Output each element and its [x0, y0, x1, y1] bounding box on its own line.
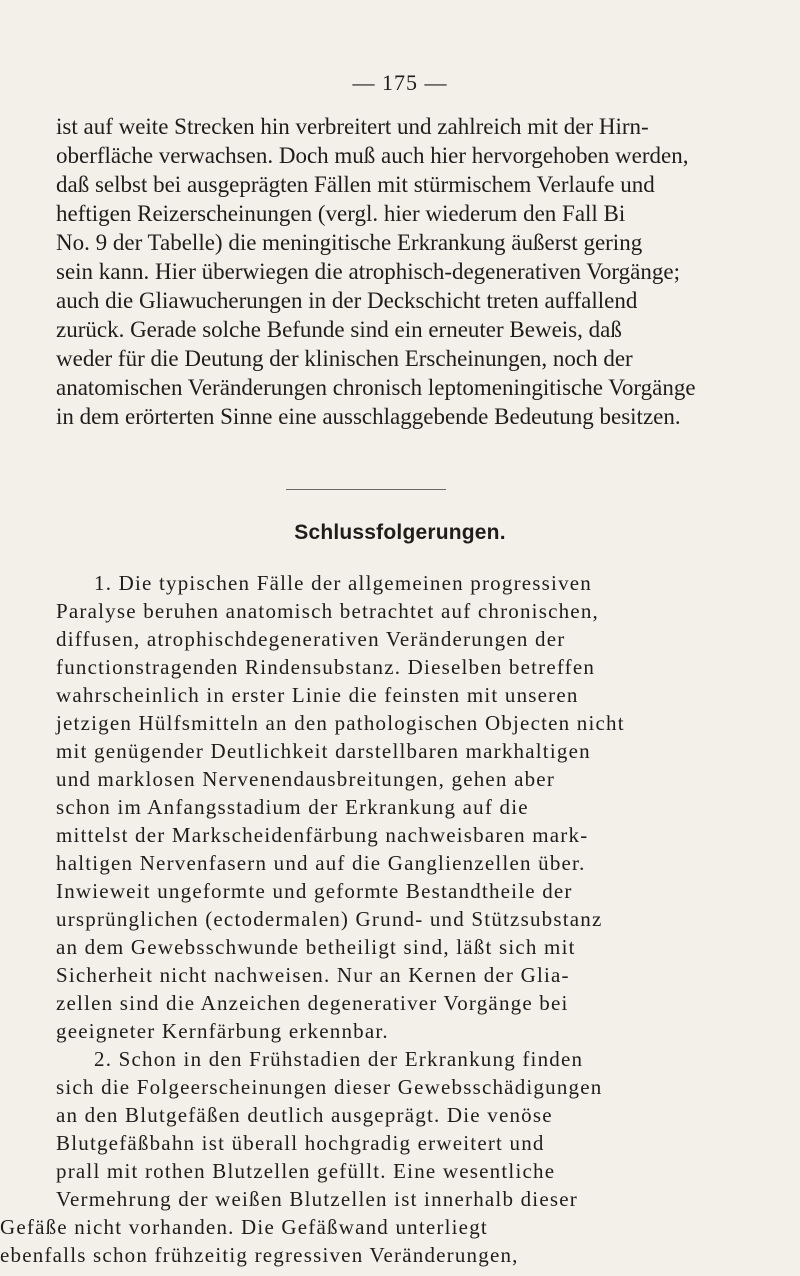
text-line: Gefäße nicht vorhanden. Die Gefäßwand unterliegt — [0, 1215, 488, 1239]
text-line: functionstragenden Rindensubstanz. Dieselben betreffen — [56, 655, 596, 679]
text-line: Blutgefäßbahn ist überall hochgradig erweitert und — [56, 1131, 545, 1155]
text-line: oberfläche verwachsen. Doch muß auch hier hervorgehoben werden, — [56, 143, 689, 168]
text-line: zurück. Gerade solche Befunde sind ein erneuter Beweis, daß — [56, 317, 622, 342]
text-line: ist auf weite Strecken hin verbreitert und zahlreich mit der Hirn- — [56, 114, 649, 139]
text-line: 2. Schon in den Frühstadien der Erkrankung finden — [94, 1047, 584, 1071]
text-line: an dem Gewebsschwunde betheiligt sind, läßt sich mit — [56, 935, 576, 959]
text-line: No. 9 der Tabelle) die meningitische Erkrankung äußerst gering — [56, 230, 643, 255]
text-line: mittelst der Markscheidenfärbung nachweisbaren mark- — [56, 823, 589, 847]
text-line: Paralyse beruhen anatomisch betrachtet auf chronischen, — [56, 599, 599, 623]
text-line: wahrscheinlich in erster Linie die feinsten mit unseren — [56, 683, 579, 707]
text-line: Vermehrung der weißen Blutzellen ist innerhalb dieser — [56, 1187, 578, 1211]
text-line: geeigneter Kernfärbung erkennbar. — [56, 1019, 389, 1043]
text-line: zellen sind die Anzeichen degenerativer Vorgänge bei — [56, 991, 569, 1015]
text-line: prall mit rothen Blutzellen gefüllt. Eine wesentliche — [56, 1159, 556, 1183]
text-line: und marklosen Nervenendausbreitungen, gehen aber — [56, 767, 556, 791]
text-line: Sicherheit nicht nachweisen. Nur an Kernen der Glia- — [56, 963, 570, 987]
text-line: anatomischen Veränderungen chronisch leptomeningitische Vorgänge — [56, 375, 696, 400]
text-line: diffusen, atrophischdegenerativen Veränderungen der — [56, 627, 566, 651]
text-line: in dem erörterten Sinne eine ausschlaggebende Bedeutung besitzen. — [56, 404, 681, 429]
text-line: an den Blutgefäßen deutlich ausgeprägt. Die venöse — [56, 1103, 553, 1127]
text-line: 1. Die typischen Fälle der allgemeinen progressiven — [94, 571, 592, 595]
text-line: sich die Folgeerscheinungen dieser Gewebsschädigungen — [56, 1075, 603, 1099]
text-line: sein kann. Hier überwiegen die atrophisch-degenerativen Vorgänge; — [56, 259, 680, 284]
text-line: ebenfalls schon frühzeitig regressiven Veränderungen, — [0, 1243, 519, 1267]
text-line: heftigen Reizerscheinungen (vergl. hier wiederum den Fall Bi — [56, 201, 626, 226]
text-line: Inwieweit ungeformte und geformte Bestandtheile der — [56, 879, 573, 903]
text-line: weder für die Deutung der klinischen Erscheinungen, noch der — [56, 346, 633, 371]
text-line: mit genügender Deutlichkeit darstellbaren markhaltigen — [56, 739, 591, 763]
text-line: ursprünglichen (ectodermalen) Grund- und Stützsubstanz — [56, 907, 603, 931]
section-divider — [286, 489, 446, 490]
text-line: daß selbst bei ausgeprägten Fällen mit stürmischem Verlaufe und — [56, 172, 655, 197]
page-number: — 175 — — [352, 70, 448, 95]
text-line: haltigen Nervenfasern und auf die Ganglienzellen über. — [56, 851, 586, 875]
text-line: auch die Gliawucherungen in der Deckschicht treten auffallend — [56, 288, 638, 313]
text-line: schon im Anfangsstadium der Erkrankung auf die — [56, 795, 529, 819]
text-line: jetzigen Hülfsmitteln an den pathologischen Objecten nicht — [56, 711, 625, 735]
section-title: Schlussfolgerungen. — [294, 521, 506, 544]
